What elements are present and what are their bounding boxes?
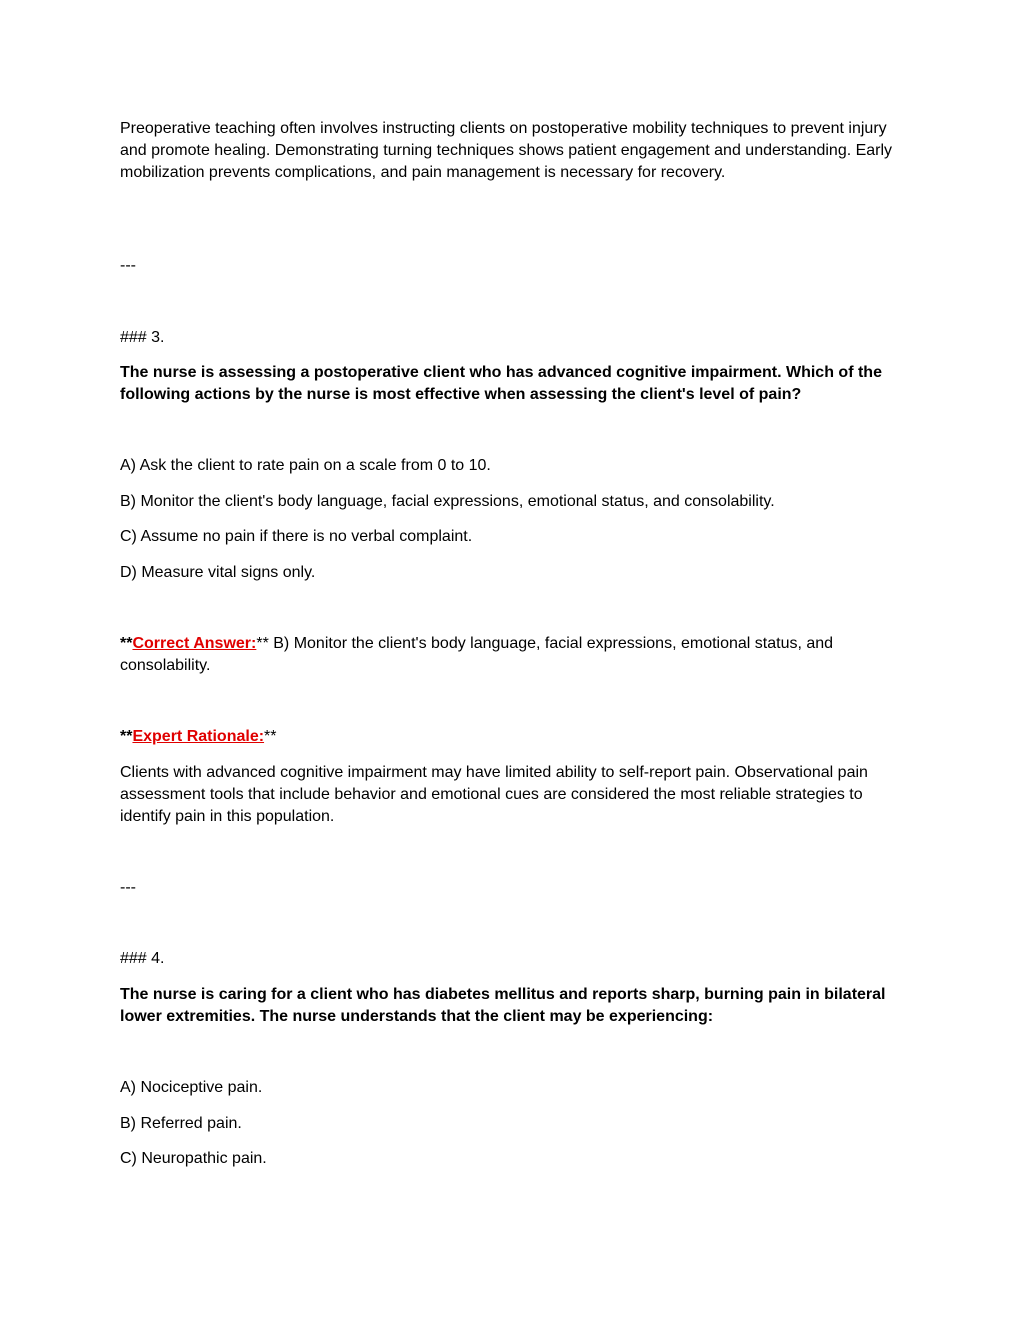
question-4-option-a: A) Nociceptive pain. [120,1079,263,1096]
question-3-rationale-text: Clients with advanced cognitive impairment may have limited ability to self-report pain. Observational pain assessment tools that include behavior and emotional cues are considered the most reliable strategies to identify pain in this population. [120,764,868,825]
question-3-option-a: A) Ask the client to rate pain on a scale from 0 to 10. [120,457,491,474]
separator: --- [120,257,136,274]
question-4-stem: The nurse is caring for a client who has diabetes mellitus and reports sharp, burning pain in bilateral lower extremities. The nurse understands that the client may be experiencing: [120,986,886,1025]
question-4-option-c: C) Neuropathic pain. [120,1150,267,1167]
question-4-heading: ### 4. [120,950,165,967]
intro-paragraph: Preoperative teaching often involves instructing clients on postoperative mobility techniques to prevent injury and promote healing. Demonstrating turning techniques shows patient engagement and understanding. Early mobilization prevents complications, and pain management is necessary for recovery. [120,120,893,181]
question-3-option-c: C) Assume no pain if there is no verbal complaint. [120,528,473,545]
separator: --- [120,879,136,896]
question-3-stem: The nurse is assessing a postoperative client who has advanced cognitive impairment. Which of the following actions by the nurse is most effective when assessing the client's level of pain? [120,364,882,403]
answer-prefix: ** [120,635,133,652]
answer-suffix: ** [256,635,269,652]
question-3-rationale-heading [120,726,905,748]
question-3-heading: ### 3. [120,329,165,346]
rationale-suffix: ** [264,728,277,745]
rationale-prefix: ** [120,728,133,745]
question-3-option-b: B) Monitor the client's body language, facial expressions, emotional status, and consolability. [120,493,775,510]
question-3-option-d: D) Measure vital signs only. [120,564,316,581]
answer-text: B) Monitor the client's body language, facial expressions, emotional status, and consolability. [120,635,834,674]
question-4-option-b: B) Referred pain. [120,1115,242,1132]
expert-rationale-label: Expert Rationale: [132,728,265,745]
correct-answer-label: Correct Answer: [132,635,257,652]
question-3-correct-answer [120,633,905,677]
